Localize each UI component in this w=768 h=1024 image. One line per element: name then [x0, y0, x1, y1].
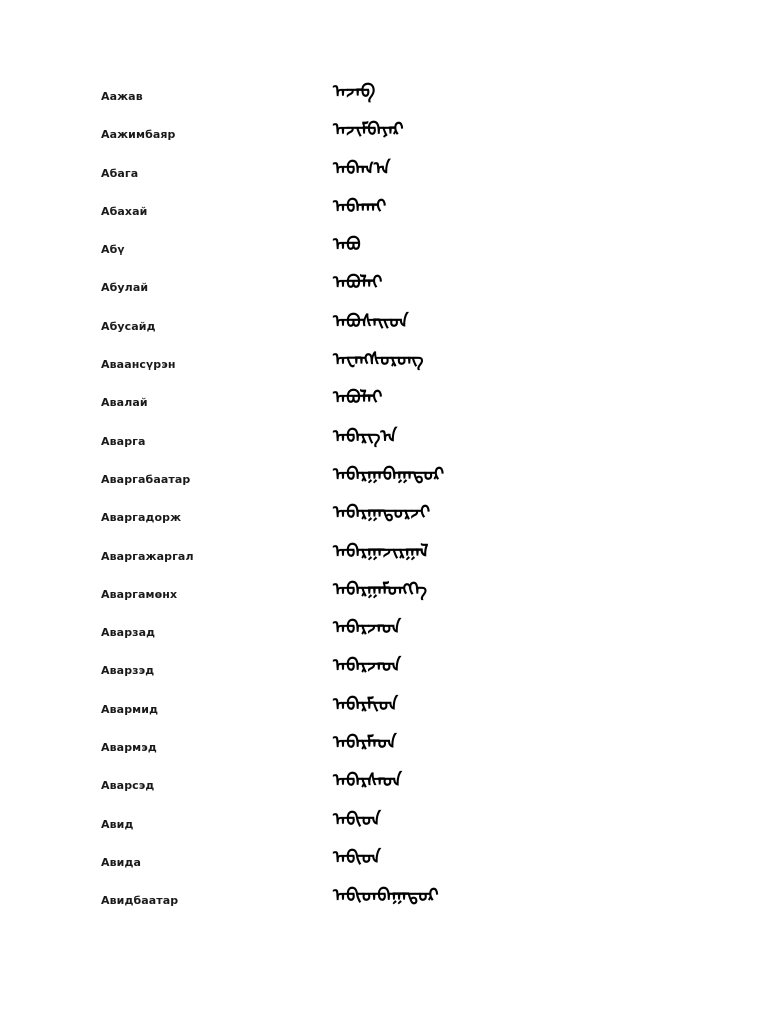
- cyrillic-name: Аажав: [101, 90, 143, 103]
- mongolian-script-name: ᠠᠪᠤᠯᠠᠢ: [333, 387, 383, 409]
- cyrillic-name: Абахай: [101, 204, 148, 218]
- cyrillic-name: Аваансүрэн: [101, 358, 176, 372]
- cyrillic-name: Авида: [101, 855, 141, 869]
- mongolian-script-name: ᠠᠸᠠᠩᠰᠦᠷᠦᠩ: [333, 349, 424, 371]
- cyrillic-name: Абага: [101, 166, 139, 180]
- list-item: [0, 729, 768, 767]
- cyrillic-name: Аваргамөнх: [101, 587, 178, 601]
- mongolian-script-name: ᠠᠪᠠᠷᠰᠡᠳ: [333, 770, 402, 792]
- list-item: [0, 767, 768, 805]
- cyrillic-name: Аваргабаатар: [101, 472, 191, 486]
- cyrillic-name: Авармэд: [101, 741, 157, 755]
- mongolian-script-name: ᠠᠪᠠᠷᠭᠠᠪᠠᠭᠠᠲᠤᠷ: [333, 463, 445, 485]
- cyrillic-name: Аваргадорж: [101, 511, 182, 525]
- cyrillic-name: Авармид: [101, 702, 159, 716]
- list-item: [0, 116, 768, 154]
- list-item: [0, 882, 768, 920]
- cyrillic-name: Аварзад: [101, 626, 156, 640]
- mongolian-script-name: ᠠᠵᠠᠪ: [333, 81, 376, 102]
- cyrillic-name: Абулай: [101, 281, 149, 295]
- mongolian-script-name: ᠠᠪᠤᠯᠠᠢ: [333, 272, 383, 294]
- cyrillic-name: Авидбаатар: [101, 894, 179, 908]
- list-item: [0, 844, 768, 882]
- list-item: [0, 806, 768, 844]
- cyrillic-name: Аварга: [101, 434, 146, 448]
- list-item: [0, 346, 768, 384]
- list-item: [0, 155, 768, 193]
- cyrillic-name: Аваргажаргал: [101, 549, 194, 563]
- mongolian-script-name: ᠠᠪᠢᠳ: [333, 808, 381, 830]
- mongolian-script-name: ᠠᠪᠠᠷᠭ᠎ᠠ: [333, 425, 398, 447]
- list-item: [0, 576, 768, 614]
- mongolian-script-name: ᠠᠪᠠᠷᠭᠠᠵᠢᠷᠭᠠᠯ: [333, 540, 429, 562]
- mongolian-script-name: ᠠᠪᠠᠭ᠎ᠠ: [333, 157, 391, 179]
- list-item: [0, 652, 768, 690]
- cyrillic-name: Авалай: [101, 396, 148, 410]
- list-item: [0, 384, 768, 422]
- cyrillic-name: Аажимбаяр: [101, 128, 176, 142]
- cyrillic-name: Аварзэд: [101, 664, 155, 678]
- list-item: [0, 231, 768, 269]
- list-item: [0, 461, 768, 499]
- mongolian-script-name: ᠠᠪᠦ: [333, 234, 361, 256]
- mongolian-script-name: ᠠᠪᠠᠷᠵᠠᠳ: [333, 655, 402, 677]
- mongolian-script-name: ᠠᠪᠢᠳ: [333, 846, 381, 868]
- cyrillic-name: Авид: [101, 817, 134, 831]
- mongolian-script-name: ᠠᠪᠠᠷᠭᠠᠳᠤᠷᠵᠢ: [333, 502, 431, 524]
- mongolian-script-name: ᠠᠪᠠᠷᠮᠡᠳ: [333, 732, 397, 754]
- list-item: [0, 499, 768, 537]
- list-item: [0, 78, 768, 116]
- cyrillic-name: Абү: [101, 243, 125, 257]
- list-item: [0, 193, 768, 231]
- mongolian-script-name: ᠠᠵᠢᠮᠪᠠᠶᠠᠷ: [333, 119, 404, 141]
- mongolian-script-name: ᠠᠪᠤᠰᠠᠢᠳ: [333, 310, 409, 332]
- mongolian-script-name: ᠠᠪᠠᠷᠵᠠᠳ: [333, 617, 402, 639]
- cyrillic-name: Абусайд: [101, 319, 156, 333]
- list-item: [0, 538, 768, 576]
- list-item: [0, 308, 768, 346]
- list-item: [0, 269, 768, 307]
- mongolian-script-name: ᠠᠪᠠᠬᠠᠢ: [333, 195, 387, 217]
- cyrillic-name: Аварсэд: [101, 779, 155, 793]
- name-list: [0, 78, 768, 921]
- mongolian-script-name: ᠠᠪᠠᠷᠮᠢᠳ: [333, 693, 398, 715]
- mongolian-script-name: ᠠᠪᠢᠳᠪᠠᠭᠠᠲᠤᠷ: [333, 885, 439, 907]
- list-item: [0, 691, 768, 729]
- list-item: [0, 423, 768, 461]
- list-item: [0, 614, 768, 652]
- mongolian-script-name: ᠠᠪᠠᠷᠭᠠᠮᠦᠩᠬᠡ: [333, 578, 427, 600]
